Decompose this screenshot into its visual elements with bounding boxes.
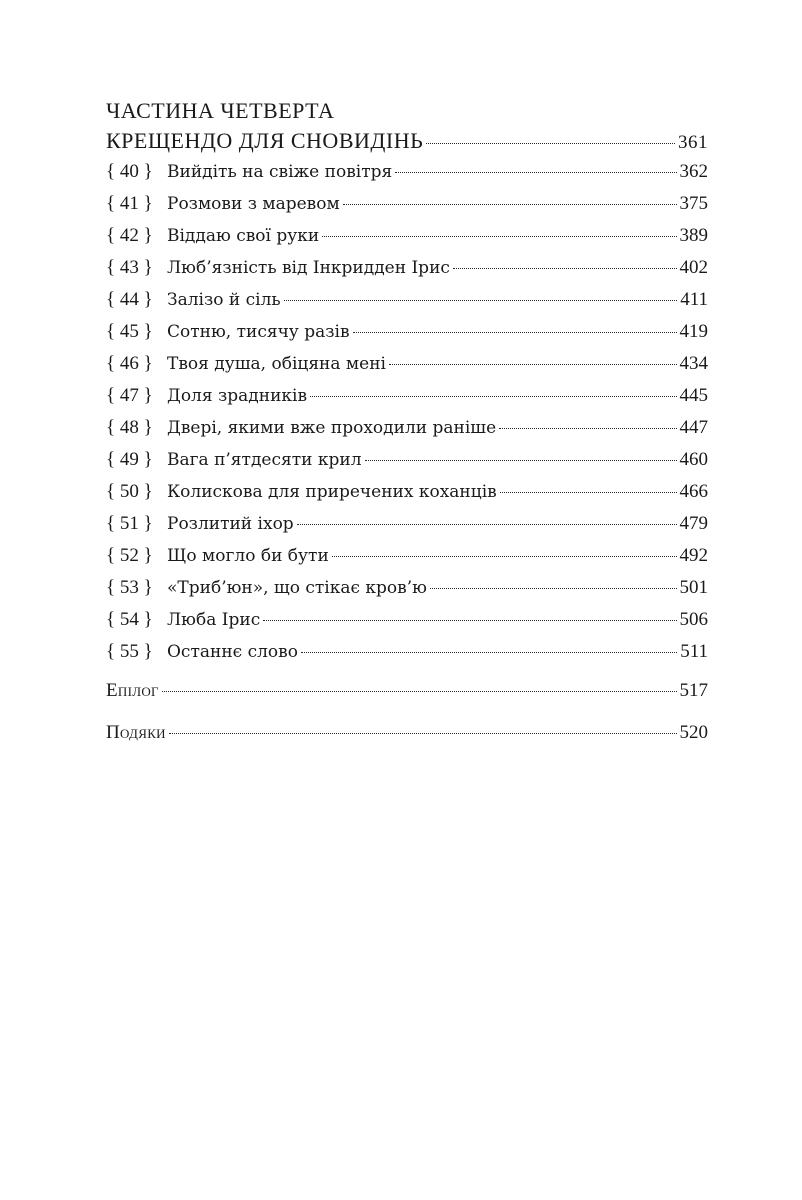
table-of-contents — [106, 96, 708, 752]
dot-leader — [332, 556, 677, 557]
toc-entry — [106, 412, 708, 444]
part-title: КРЕЩЕНДО ДЛЯ СНОВИДІНЬ — [106, 128, 424, 153]
page-number: 466 — [679, 481, 708, 502]
toc-entry — [106, 252, 708, 284]
dot-leader — [365, 460, 677, 461]
page-number: 362 — [679, 161, 708, 182]
dot-leader — [430, 588, 677, 589]
toc-entry — [106, 156, 708, 188]
chapter-title: Вага п’ятдесяти крил — [167, 450, 362, 470]
chapter-title: Віддаю свої руки — [167, 226, 320, 246]
chapter-title: Розмови з маревом — [167, 194, 340, 214]
back-matter-entry — [106, 672, 708, 710]
dot-leader — [389, 364, 677, 365]
back-matter-title: Подяки — [106, 722, 166, 743]
chapter-title: Люб’язність від Інкридден Ірис — [167, 258, 450, 278]
dot-leader — [310, 396, 676, 397]
dot-leader — [499, 428, 676, 429]
chapter-title: Розлитий іхор — [167, 514, 294, 534]
chapter-number: { 54 } — [106, 609, 153, 630]
toc-entry — [106, 540, 708, 572]
toc-entry — [106, 604, 708, 636]
dot-leader — [162, 691, 677, 692]
chapter-title: Що могло би бути — [167, 546, 329, 566]
page-number: 460 — [679, 449, 708, 470]
back-matter-list — [106, 672, 708, 752]
chapter-number: { 53 } — [106, 577, 153, 598]
page-number: 492 — [679, 545, 708, 566]
chapter-number: { 44 } — [106, 289, 153, 310]
chapter-number: { 46 } — [106, 353, 153, 374]
dot-leader — [263, 620, 676, 621]
chapter-title: Доля зрадників — [167, 386, 308, 406]
chapter-number: { 42 } — [106, 225, 153, 246]
toc-entry — [106, 316, 708, 348]
page-number: 389 — [679, 225, 708, 246]
chapter-number: { 52 } — [106, 545, 153, 566]
chapter-number: { 47 } — [106, 385, 153, 406]
dot-leader — [169, 733, 677, 734]
toc-entry — [106, 220, 708, 252]
page-number: 445 — [679, 385, 708, 406]
page-number: 479 — [679, 513, 708, 534]
page-number: 402 — [679, 257, 708, 278]
page-number: 506 — [679, 609, 708, 630]
chapter-number: { 48 } — [106, 417, 153, 438]
chapter-number: { 43 } — [106, 257, 153, 278]
chapter-title: Вийдіть на свіже повітря — [167, 162, 393, 182]
dot-leader — [284, 300, 678, 301]
chapter-title: Останнє слово — [167, 642, 298, 662]
back-matter-entry — [106, 714, 708, 752]
toc-entry — [106, 284, 708, 316]
chapter-title: «Триб’юн», що стікає кров’ю — [167, 578, 427, 598]
chapter-number: { 41 } — [106, 193, 153, 214]
page-number: 361 — [678, 132, 708, 153]
toc-entry — [106, 188, 708, 220]
dot-leader — [395, 172, 676, 173]
chapter-title: Залізо й сіль — [167, 290, 281, 310]
page-number: 520 — [679, 722, 708, 743]
back-matter-title: Епілог — [106, 680, 159, 701]
chapter-number: { 50 } — [106, 481, 153, 502]
page-number: 517 — [679, 680, 708, 701]
toc-entry — [106, 476, 708, 508]
chapter-title: Твоя душа, обіцяна мені — [167, 354, 386, 374]
toc-entry — [106, 348, 708, 380]
chapter-title: Колискова для приречених коханців — [167, 482, 497, 502]
dot-leader — [301, 652, 677, 653]
dot-leader — [426, 143, 675, 144]
dot-leader — [500, 492, 677, 493]
chapter-number: { 49 } — [106, 449, 153, 470]
dot-leader — [322, 236, 676, 237]
dot-leader — [343, 204, 677, 205]
page-number: 375 — [679, 193, 708, 214]
part-title-row — [106, 126, 708, 156]
toc-entry — [106, 572, 708, 604]
chapter-number: { 55 } — [106, 641, 153, 662]
page-number: 501 — [679, 577, 708, 598]
toc-entry — [106, 508, 708, 540]
dot-leader — [297, 524, 677, 525]
chapter-title: Сотню, тисячу разів — [167, 322, 350, 342]
page-number: 434 — [679, 353, 708, 374]
chapter-list — [106, 156, 708, 668]
dot-leader — [353, 332, 677, 333]
chapter-title: Люба Ірис — [167, 610, 261, 630]
dot-leader — [453, 268, 677, 269]
page-number: 447 — [679, 417, 708, 438]
toc-entry — [106, 444, 708, 476]
chapter-number: { 45 } — [106, 321, 153, 342]
part-heading: ЧАСТИНА ЧЕТВЕРТА — [106, 98, 335, 123]
chapter-number: { 51 } — [106, 513, 153, 534]
chapter-number: { 40 } — [106, 161, 153, 182]
page-number: 419 — [679, 321, 708, 342]
page-number: 511 — [680, 641, 708, 662]
toc-entry — [106, 380, 708, 412]
chapter-title: Двері, якими вже проходили раніше — [167, 418, 497, 438]
page-number: 411 — [680, 289, 708, 310]
toc-entry — [106, 636, 708, 668]
